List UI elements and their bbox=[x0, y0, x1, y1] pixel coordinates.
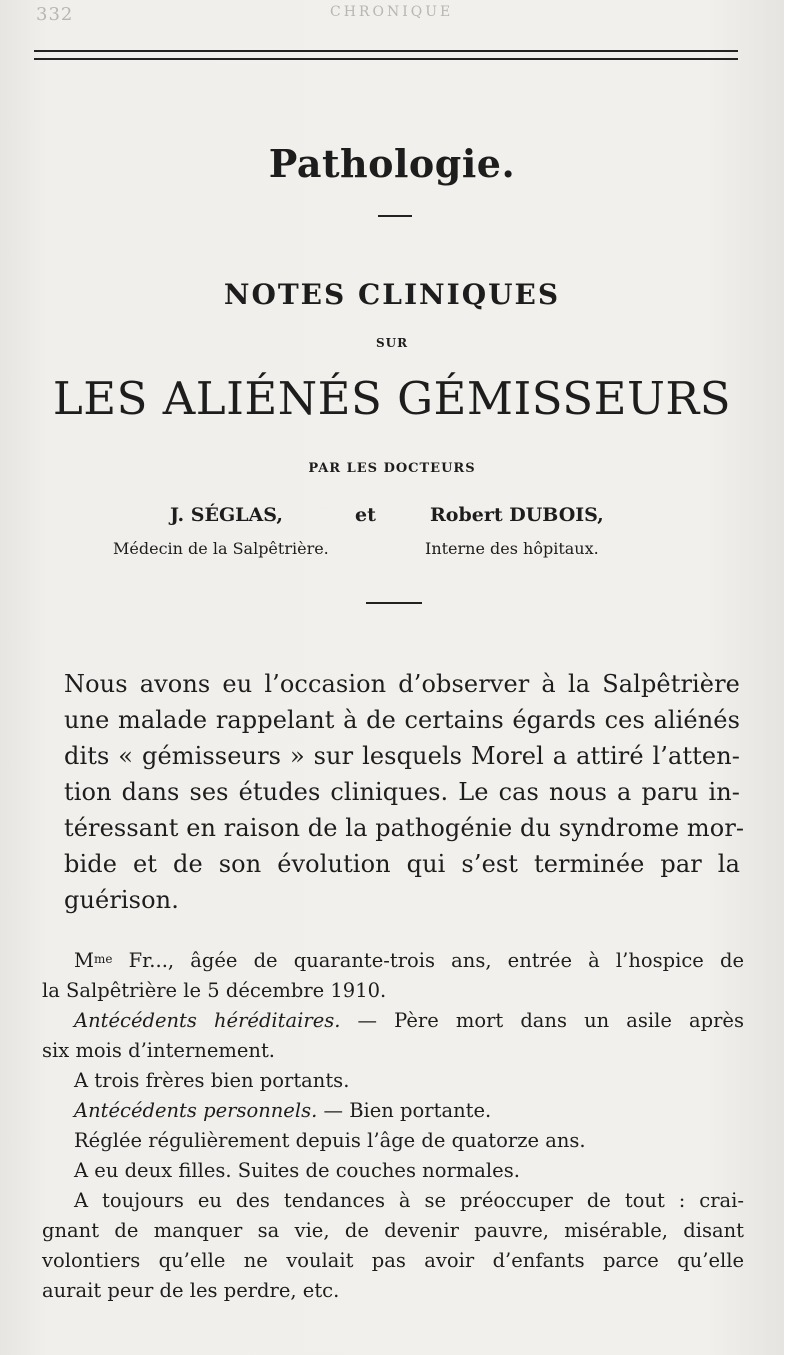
intro-line: dits « gémisseurs » sur lesquels Morel a attiré l’atten- bbox=[64, 742, 740, 770]
author1-affiliation: Médecin de la Salpêtrière. bbox=[113, 539, 329, 558]
tendencies-line: gnant de manquer sa vie, de devenir pauvre, misérable, disant bbox=[42, 1219, 744, 1242]
section-title: Pathologie. bbox=[268, 141, 516, 186]
menses-line: Réglée régulièrement depuis l’âge de quatorze ans. bbox=[74, 1129, 586, 1152]
personal-text: — Bien portante. bbox=[317, 1099, 492, 1122]
siblings-line: A trois frères bien portants. bbox=[74, 1069, 350, 1092]
tendencies-line: aurait peur de les perdre, etc. bbox=[42, 1279, 340, 1302]
hereditary-text: — Père mort dans un asile après bbox=[340, 1009, 744, 1032]
section-divider bbox=[378, 215, 412, 217]
intro-line: guérison. bbox=[64, 886, 179, 914]
author1-name: J. SÉGLAS, bbox=[170, 504, 283, 526]
personal-label: Antécédents personnels. bbox=[74, 1099, 318, 1122]
case-line-1 bbox=[42, 946, 744, 976]
hereditary-line-2: six mois d’internement. bbox=[42, 1039, 276, 1062]
intro-line: une malade rappelant à de certains égards ces aliénés bbox=[64, 706, 740, 734]
tendencies-line: volontiers qu’elle ne voulait pas avoir d’enfants parce qu’elle bbox=[42, 1249, 744, 1272]
patient-prefix: M bbox=[74, 949, 94, 972]
page-edge bbox=[784, 0, 800, 1355]
hereditary-line bbox=[42, 1006, 744, 1036]
running-head-page-number: 332 bbox=[36, 4, 74, 25]
running-head-title: CHRONIQUE bbox=[330, 4, 454, 20]
personal-line bbox=[42, 1096, 744, 1126]
intro-line: tion dans ses études cliniques. Le cas nous a paru in- bbox=[64, 778, 740, 806]
patient-superscript: me bbox=[93, 952, 113, 966]
author2-affiliation: Interne des hôpitaux. bbox=[425, 539, 599, 558]
intro-paragraph bbox=[64, 666, 745, 918]
children-line: A eu deux filles. Suites de couches normales. bbox=[74, 1159, 520, 1182]
intro-line: téressant en raison de la pathogénie du syndrome mor- bbox=[64, 814, 745, 842]
case-report bbox=[42, 946, 744, 1306]
article-heading-connector: SUR bbox=[375, 336, 409, 350]
header-double-rule bbox=[34, 50, 738, 60]
article-title: LES ALIÉNÉS GÉMISSEURS bbox=[52, 372, 732, 425]
byline-prefix: PAR LES DOCTEURS bbox=[308, 461, 476, 476]
hereditary-label: Antécédents héréditaires. bbox=[74, 1009, 341, 1032]
title-divider bbox=[366, 602, 422, 604]
author2-name: Robert DUBOIS, bbox=[430, 504, 604, 526]
intro-line: bide et de son évolution qui s’est terminée par la bbox=[64, 850, 740, 878]
case-intro-text: Fr..., âgée de quarante-trois ans, entrée à l’hospice de bbox=[112, 949, 744, 972]
tendencies-line: A toujours eu des tendances à se préoccuper de tout : crai- bbox=[74, 1189, 744, 1212]
case-line-2: la Salpêtrière le 5 décembre 1910. bbox=[42, 979, 387, 1002]
article-heading-line1: NOTES CLINIQUES bbox=[223, 278, 561, 311]
intro-line: Nous avons eu l’occasion d’observer à la Salpêtrière bbox=[64, 670, 740, 698]
author-connector: et bbox=[355, 504, 376, 526]
